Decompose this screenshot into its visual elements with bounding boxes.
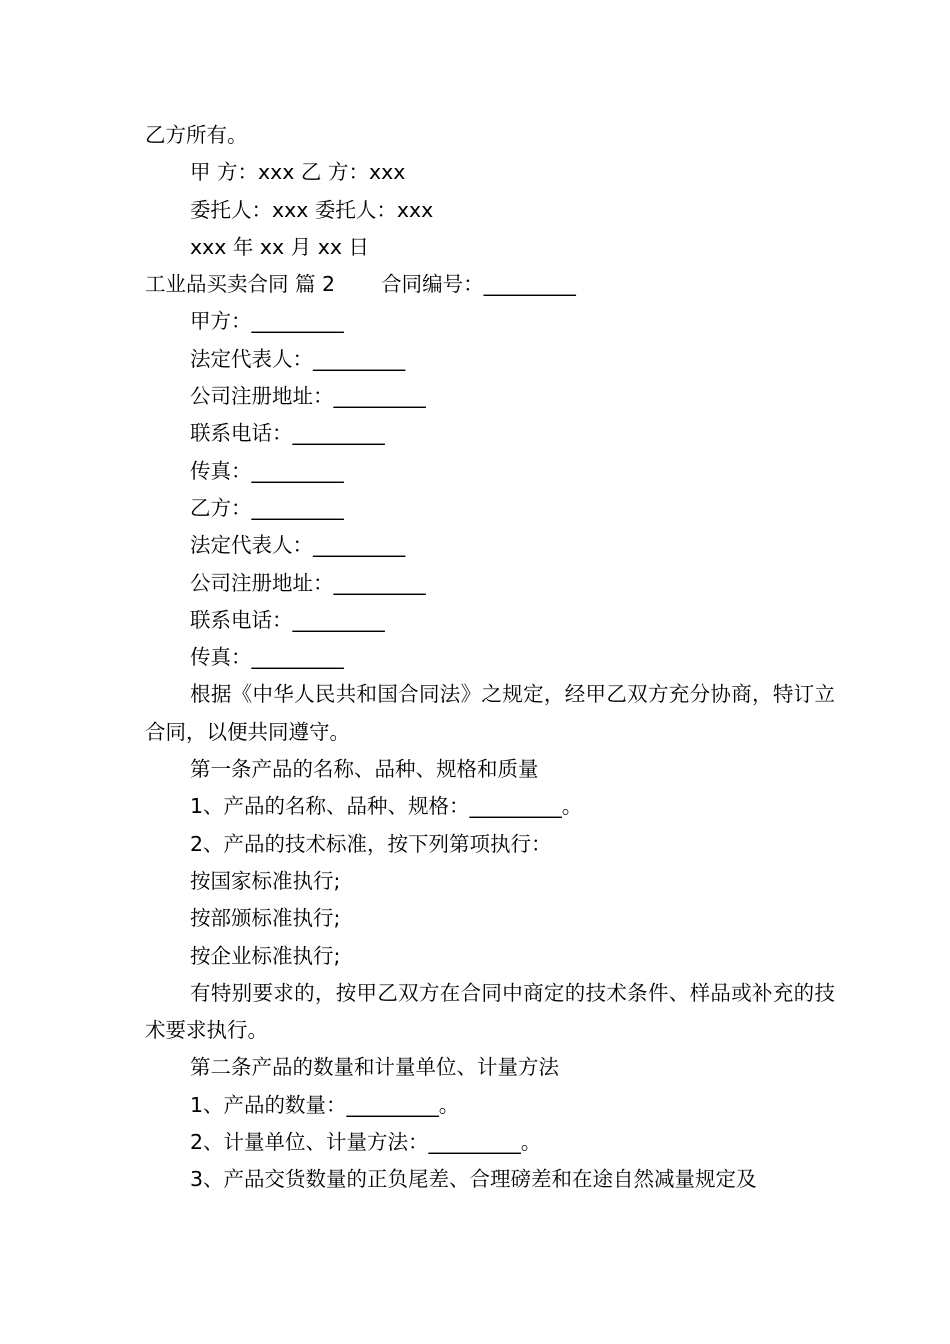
party-a-fax-line: 传真：_________	[190, 458, 344, 483]
contract-title: 工业品买卖合同 篇 2	[145, 272, 336, 297]
signature-parties-line: 甲 方：xxx 乙 方：xxx	[190, 160, 406, 185]
party-a-legal-rep-line: 法定代表人：_________	[190, 346, 406, 371]
preamble-paragraph: 根据《中华人民共和国合同法》之规定，经甲乙双方充分协商，特订立合同，以便共同遵守。	[145, 682, 835, 744]
signature-agents-line: 委托人：xxx 委托人：xxx	[190, 197, 434, 222]
contract-number: 合同编号：_________	[381, 272, 576, 297]
article-1-option-ministry: 按部颁标准执行;	[190, 906, 341, 931]
article-1-special-paragraph: 有特别要求的，按甲乙双方在合同中商定的技术条件、样品或补充的技术要求执行。	[145, 980, 835, 1043]
contract-heading	[145, 266, 835, 303]
article-2-title: 第二条产品的数量和计量单位、计量方法	[190, 1055, 559, 1080]
party-a-line: 甲方：_________	[190, 309, 344, 334]
article-2-item-1: 1、产品的数量：_________。	[190, 1092, 460, 1117]
article-1-option-national: 按国家标准执行;	[190, 868, 341, 893]
article-2-item-3: 3、产品交货数量的正负尾差、合理磅差和在途自然减量规定及	[190, 1167, 757, 1192]
text-line: 乙方所有。	[145, 123, 248, 147]
contract-body	[145, 117, 835, 1199]
article-1-item-1: 1、产品的名称、品种、规格：_________。	[190, 794, 583, 819]
article-1-option-enterprise: 按企业标准执行;	[190, 943, 341, 968]
party-b-legal-rep-line: 法定代表人：_________	[190, 533, 406, 558]
party-a-address-line: 公司注册地址：_________	[190, 384, 426, 409]
signature-date-line: xxx 年 xx 月 xx 日	[190, 234, 370, 259]
article-2-item-2: 2、计量单位、计量方法：_________。	[190, 1130, 542, 1155]
party-b-address-line: 公司注册地址：_________	[190, 570, 426, 595]
article-1-title: 第一条产品的名称、品种、规格和质量	[190, 757, 539, 782]
party-b-phone-line: 联系电话：_________	[190, 607, 385, 632]
party-b-fax-line: 传真：_________	[190, 645, 344, 670]
party-a-phone-line: 联系电话：_________	[190, 421, 385, 446]
party-b-line: 乙方：_________	[190, 495, 344, 520]
article-1-item-2: 2、产品的技术标准，按下列第项执行：	[190, 831, 552, 856]
